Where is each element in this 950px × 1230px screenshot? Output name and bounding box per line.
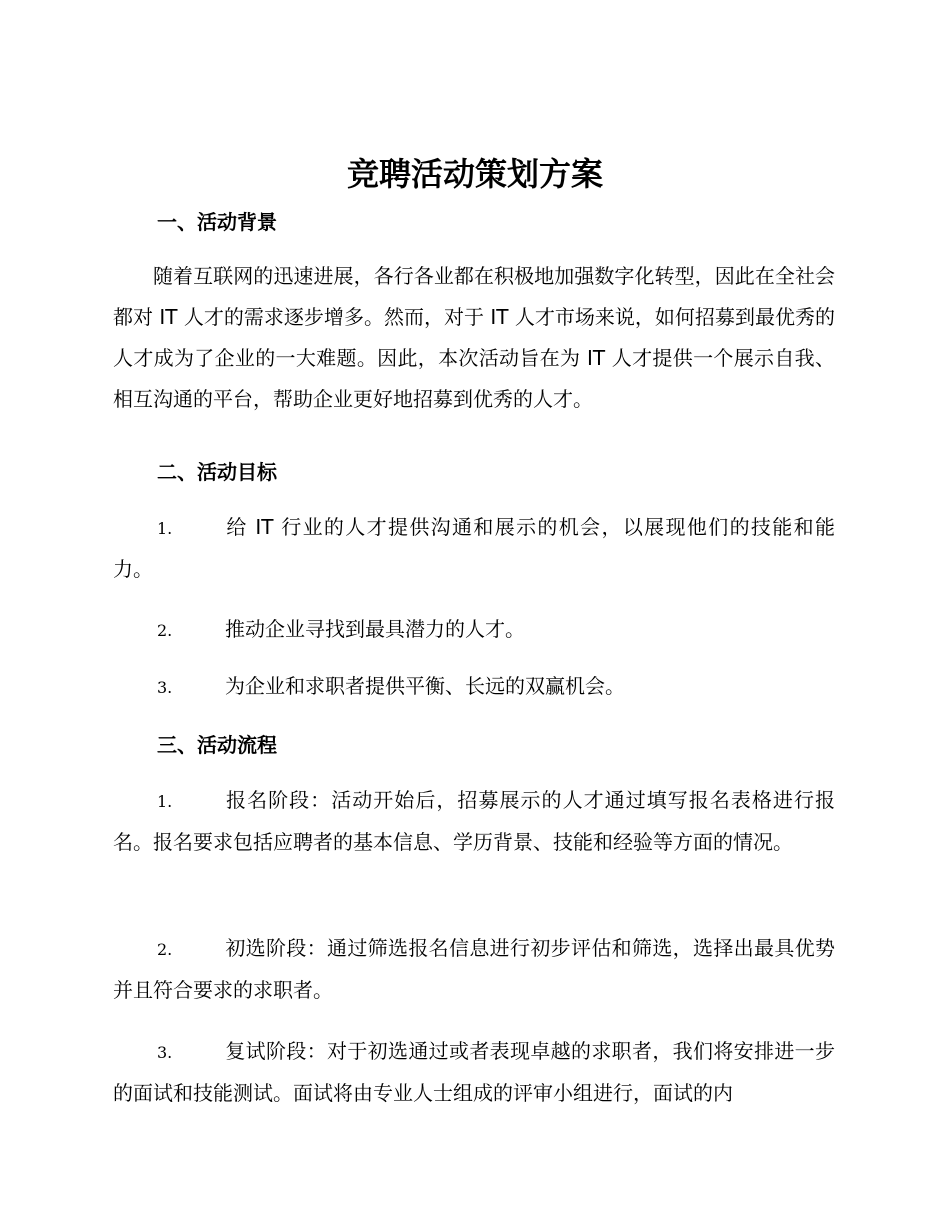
goal-item-text: 推动企业寻找到最具潜力的人才。 [225,617,525,641]
process-item [113,780,835,863]
section-heading-background: 一、活动背景 [157,210,277,234]
process-item-number: 1. [157,792,173,811]
goal-item-text: 给 IT 行业的人才提供沟通和展示的机会，以展现他们的技能和能力。 [113,515,835,581]
process-item-number: 3. [157,1043,173,1062]
section-heading-goals: 二、活动目标 [157,460,277,484]
goal-item [113,507,835,590]
process-item [113,928,835,1011]
section-paragraph-background: 随着互联网的迅速进展，各行各业都在积极地加强数字化转型，因此在全社会都对 IT 人才的需求逐步增多。然而，对于 IT 人才市场来说，如何招募到最优秀的人才成为了企业的一大难题。因此，本次活动旨在为 IT 人才提供一个展示自我、相互沟通的平台，帮助企业更好地招募到优秀的人才。 [113,264,835,411]
goal-item [113,666,835,708]
process-item-text: 初选阶段：通过筛选报名信息进行初步评估和筛选，选择出最具优势并且符合要求的求职者。 [113,936,835,1002]
section-heading-process: 三、活动流程 [157,733,277,757]
process-item [113,1031,835,1114]
goal-item [113,609,835,651]
document-title: 竞聘活动策划方案 [346,155,603,193]
process-item-text: 报名阶段：活动开始后，招募展示的人才通过填写报名表格进行报名。报名要求包括应聘者的基本信息、学历背景、技能和经验等方面的情况。 [113,788,835,854]
goal-item-number: 1. [157,519,173,538]
process-item-text: 复试阶段：对于初选通过或者表现卓越的求职者，我们将安排进一步的面试和技能测试。面试将由专业人士组成的评审小组进行，面试的内 [113,1039,835,1105]
goal-item-number: 3. [157,678,173,697]
goal-item-number: 2. [157,621,173,640]
goal-item-text: 为企业和求职者提供平衡、长远的双赢机会。 [225,674,625,698]
process-item-number: 2. [157,940,173,959]
